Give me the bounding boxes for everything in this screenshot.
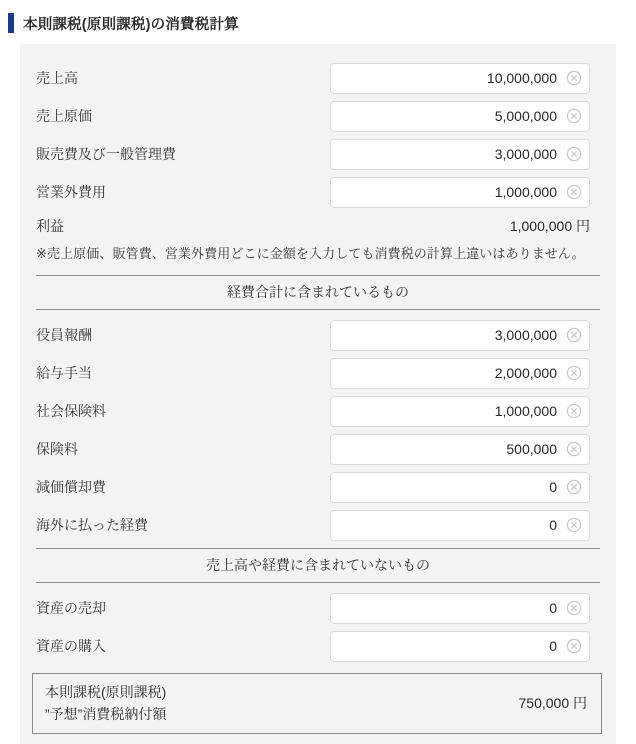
sales-input[interactable] <box>330 63 590 94</box>
asset-purchase-label: 資産の購入 <box>36 638 106 654</box>
depreciation-field <box>330 472 590 503</box>
title-accent-bar <box>8 13 14 33</box>
clear-icon[interactable] <box>566 184 582 200</box>
input-note: ※売上原価、販管費、営業外費用どこに金額を入力しても消費税の計算上違いはありません。 <box>36 246 585 261</box>
clear-icon[interactable] <box>566 479 582 495</box>
executive-compensation-label: 役員報酬 <box>36 327 92 343</box>
non-operating-expense-label: 営業外費用 <box>36 184 106 200</box>
form-row-asset-sale <box>20 589 616 627</box>
page-title: 本則課税(原則課税)の消費税計算 <box>23 16 239 33</box>
page-header <box>0 0 636 36</box>
form-row-salary <box>20 354 616 392</box>
result-label <box>45 681 166 726</box>
profit-label: 利益 <box>36 218 64 234</box>
form-row-sga <box>20 135 616 173</box>
non-operating-expense-input[interactable] <box>330 177 590 208</box>
result-label-line2: ”予想”消費税納付額 <box>45 706 167 723</box>
executive-compensation-field <box>330 320 590 351</box>
social-insurance-input[interactable] <box>330 396 590 427</box>
sga-input[interactable] <box>330 139 590 170</box>
clear-icon[interactable] <box>566 403 582 419</box>
form-row-depreciation <box>20 468 616 506</box>
clear-icon[interactable] <box>566 517 582 533</box>
form-row-executive-compensation <box>20 316 616 354</box>
clear-icon[interactable] <box>566 441 582 457</box>
tax-calculation-panel <box>20 44 616 744</box>
cogs-label: 売上原価 <box>36 108 92 124</box>
section-divider <box>36 309 600 310</box>
clear-icon[interactable] <box>566 600 582 616</box>
social-insurance-label: 社会保険料 <box>36 403 106 419</box>
salary-field <box>330 358 590 389</box>
asset-sale-label: 資産の売却 <box>36 600 106 616</box>
clear-icon[interactable] <box>566 327 582 343</box>
cogs-input[interactable] <box>330 101 590 132</box>
form-row-overseas-expense <box>20 506 616 544</box>
clear-icon[interactable] <box>566 638 582 654</box>
sga-field <box>330 139 590 170</box>
non-operating-expense-field <box>330 177 590 208</box>
clear-icon[interactable] <box>566 146 582 162</box>
asset-purchase-field <box>330 631 590 662</box>
form-row-cogs <box>20 97 616 135</box>
depreciation-label: 減価償却費 <box>36 479 106 495</box>
other-section-title: 売上高や経費に含まれていないもの <box>206 557 430 573</box>
form-row-asset-purchase <box>20 627 616 665</box>
clear-icon[interactable] <box>566 365 582 381</box>
cogs-field <box>330 101 590 132</box>
sales-field <box>330 63 590 94</box>
form-row-sales <box>20 59 616 97</box>
executive-compensation-input[interactable] <box>330 320 590 351</box>
section-divider <box>36 582 600 583</box>
asset-sale-input[interactable] <box>330 593 590 624</box>
result-label-line1: 本則課税(原則課税) <box>45 684 167 700</box>
result-box <box>32 673 602 734</box>
depreciation-input[interactable] <box>330 472 590 503</box>
salary-input[interactable] <box>330 358 590 389</box>
form-row-social-insurance <box>20 392 616 430</box>
social-insurance-field <box>330 396 590 427</box>
sga-label: 販売費及び一般管理費 <box>36 146 176 162</box>
clear-icon[interactable] <box>566 108 582 124</box>
overseas-expense-label: 海外に払った経費 <box>36 517 148 533</box>
insurance-label: 保険料 <box>36 441 78 457</box>
insurance-field <box>330 434 590 465</box>
asset-purchase-input[interactable] <box>330 631 590 662</box>
overseas-expense-input[interactable] <box>330 510 590 541</box>
sales-label: 売上高 <box>36 70 78 86</box>
clear-icon[interactable] <box>566 70 582 86</box>
asset-sale-field <box>330 593 590 624</box>
salary-label: 給与手当 <box>36 365 92 381</box>
expenses-section-title: 経費合計に含まれているもの <box>227 284 409 300</box>
result-value: 750,000 円 <box>518 695 587 712</box>
overseas-expense-field <box>330 510 590 541</box>
profit-row <box>20 211 616 241</box>
form-row-insurance <box>20 430 616 468</box>
insurance-input[interactable] <box>330 434 590 465</box>
form-row-non-operating-expense <box>20 173 616 211</box>
profit-value: 1,000,000 円 <box>509 218 590 234</box>
